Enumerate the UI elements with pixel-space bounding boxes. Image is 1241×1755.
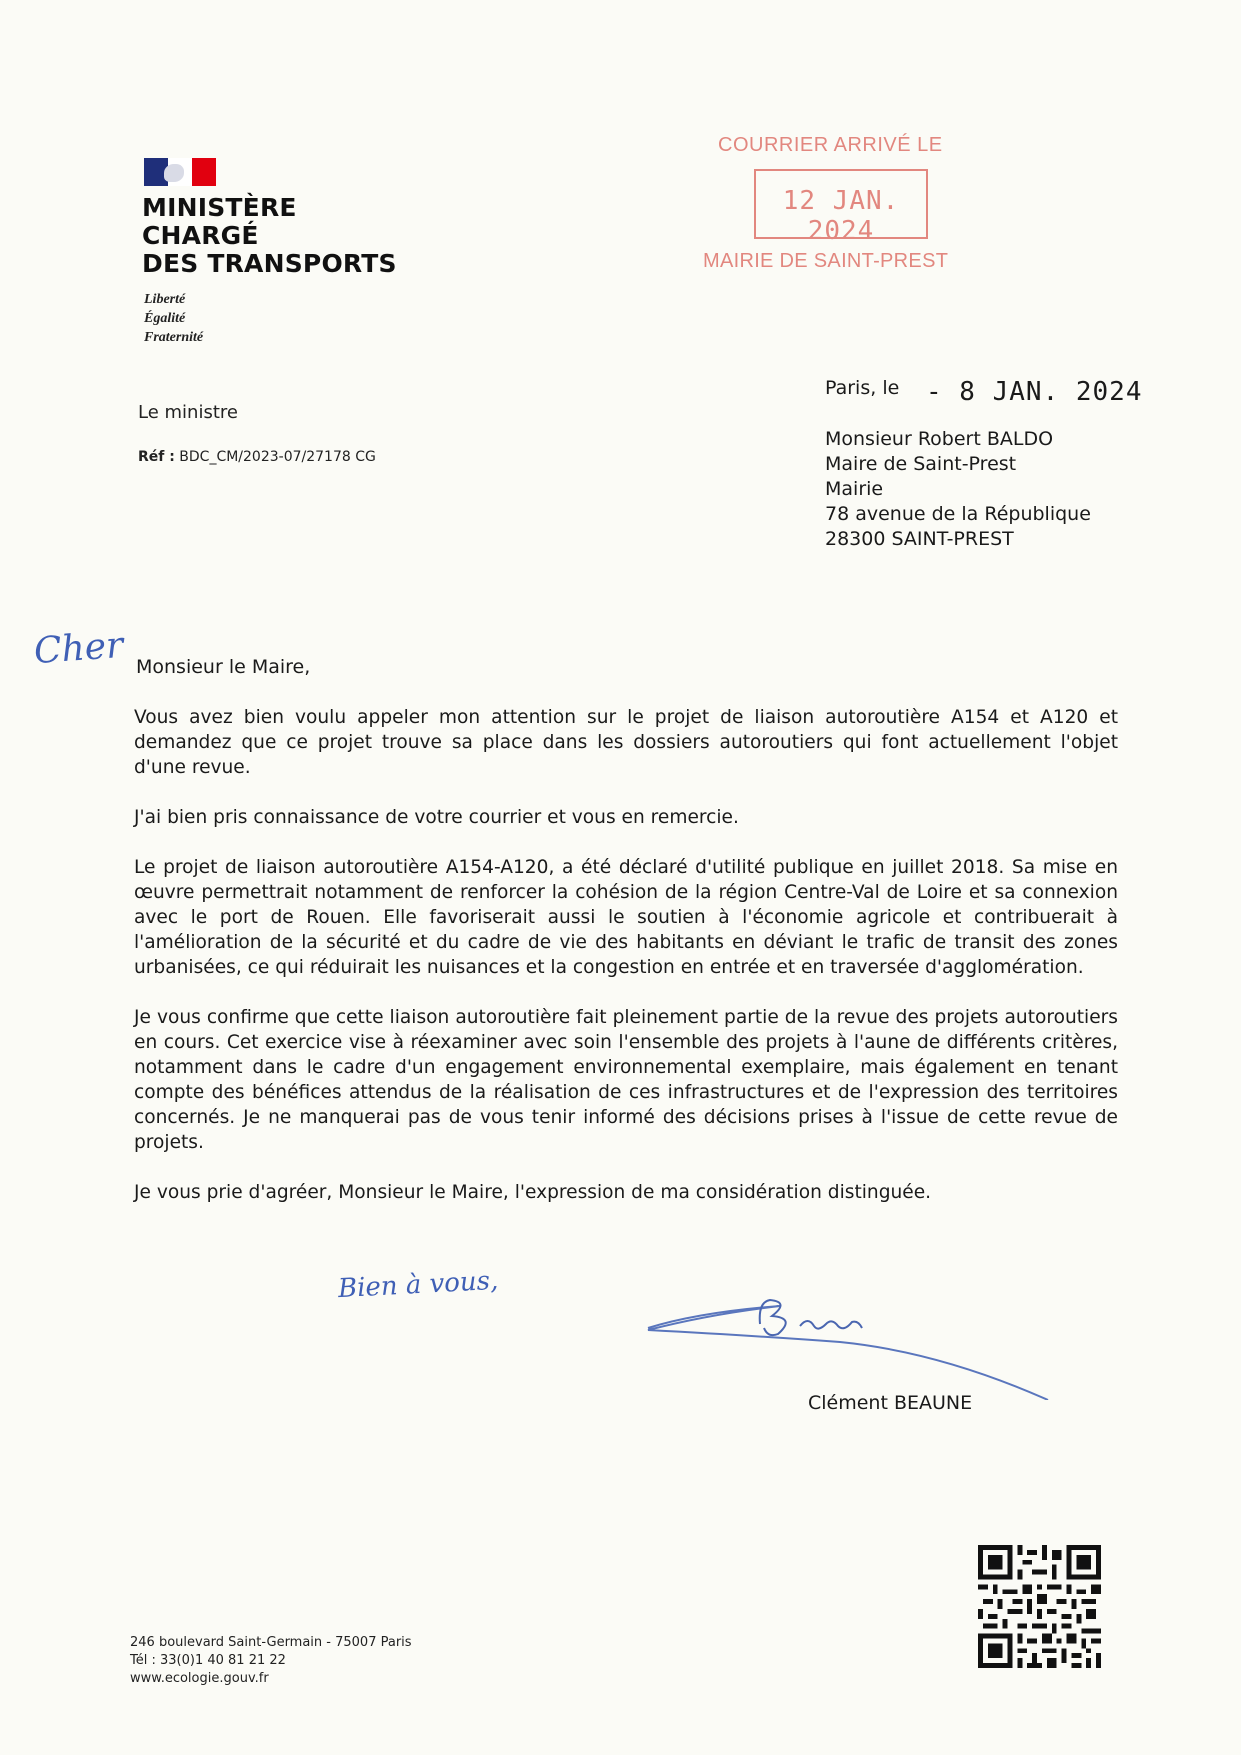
sender-title: Le ministre: [138, 402, 238, 423]
recipient-institution: Mairie: [825, 478, 884, 500]
paragraph-3: Le projet de liaison autoroutière A154-A120, a été déclaré d'utilité publique en juillet 2018. Sa mise en œuvre permettrait notamment de renforcer la cohésion de la région Centre-Val de Loire et sa connexion avec le port de Rouen. Elle favoriserait aussi le soutien à l'économie agricole et contribuerait à l'amélioration de la sécurité et du cadre de vie des habitants en déviant le trafic de transit des zones urbanisées, ce qui réduirait les nuisances et la congestion en entrée et en traversée d'agglomération.: [134, 857, 1118, 978]
motto-fraternite: Fraternité: [144, 330, 204, 345]
ministry-line-2: CHARGÉ: [142, 221, 259, 250]
stamp-footer: MAIRIE DE SAINT-PREST: [703, 250, 949, 272]
paragraph-1: Vous avez bien voulu appeler mon attention sur le projet de liaison autoroutière A154 et A120 et demandez que ce projet trouve sa place dans les dossiers autoroutiers qui font actuellement l'objet d'une revue.: [134, 707, 1118, 778]
recipient-address: [825, 427, 1091, 552]
date-value: - 8 JAN. 2024: [926, 377, 1143, 407]
handwritten-closing: Bien à vous,: [337, 1265, 499, 1305]
paragraph-5: Je vous prie d'agréer, Monsieur le Maire, l'expression de ma considération distinguée.: [134, 1182, 932, 1203]
stamp-date: 12 JAN. 2024: [782, 186, 900, 246]
salutation: Monsieur le Maire,: [136, 656, 311, 678]
footer-phone: Tél : 33(0)1 40 81 21 22: [130, 1653, 286, 1668]
republic-motto: [144, 290, 203, 347]
recipient-street: 78 avenue de la République: [825, 503, 1091, 525]
paragraph-4: Je vous confirme que cette liaison autoroutière fait pleinement partie de la revue des projets autoroutiers en cours. Cet exercice vise à réexaminer avec soin l'ensemble des projets à l'aune de différents critères, notamment dans le cadre d'un engagement environnemental exemplaire, mais également en tenant compte des bénéfices attendus de la réalisation de ces infrastructures et de l'expression des territoires concernés. Je ne manquerai pas de vous tenir informé des décisions prises à l'issue de cette revue de projets.: [134, 1007, 1118, 1153]
qr-code-icon: [978, 1545, 1101, 1668]
reference: [138, 449, 376, 465]
recipient-city: 28300 SAINT-PREST: [825, 528, 1014, 550]
ministry-name: [142, 194, 442, 278]
motto-egalite: Égalité: [144, 311, 186, 326]
marianne-logo: [144, 158, 216, 186]
date-prefix: Paris, le: [825, 377, 900, 399]
logo-red-band: [192, 158, 216, 186]
paragraph-2: J'ai bien pris connaissance de votre courrier et vous en remercie.: [134, 807, 739, 828]
recipient-name: Monsieur Robert BALDO: [825, 428, 1054, 450]
handwritten-greeting: Cher: [32, 624, 125, 673]
stamp-header: COURRIER ARRIVÉ LE: [718, 134, 943, 156]
signatory-name: Clément BEAUNE: [808, 1392, 973, 1414]
reference-label: Réf :: [138, 449, 175, 465]
marianne-profile-icon: [164, 164, 184, 182]
logo-white-band: [168, 158, 192, 186]
motto-liberte: Liberté: [144, 292, 186, 307]
letter-body: [134, 705, 1118, 1230]
reference-value: BDC_CM/2023-07/27178 CG: [179, 449, 376, 465]
footer-website: www.ecologie.gouv.fr: [130, 1671, 269, 1686]
ministry-line-1: MINISTÈRE: [142, 193, 297, 222]
footer-address: [130, 1634, 412, 1688]
footer-street: 246 boulevard Saint-Germain - 75007 Paris: [130, 1635, 412, 1650]
signature: [640, 1290, 1050, 1400]
recipient-role: Maire de Saint-Prest: [825, 453, 1017, 475]
ministry-line-3: DES TRANSPORTS: [142, 249, 397, 278]
